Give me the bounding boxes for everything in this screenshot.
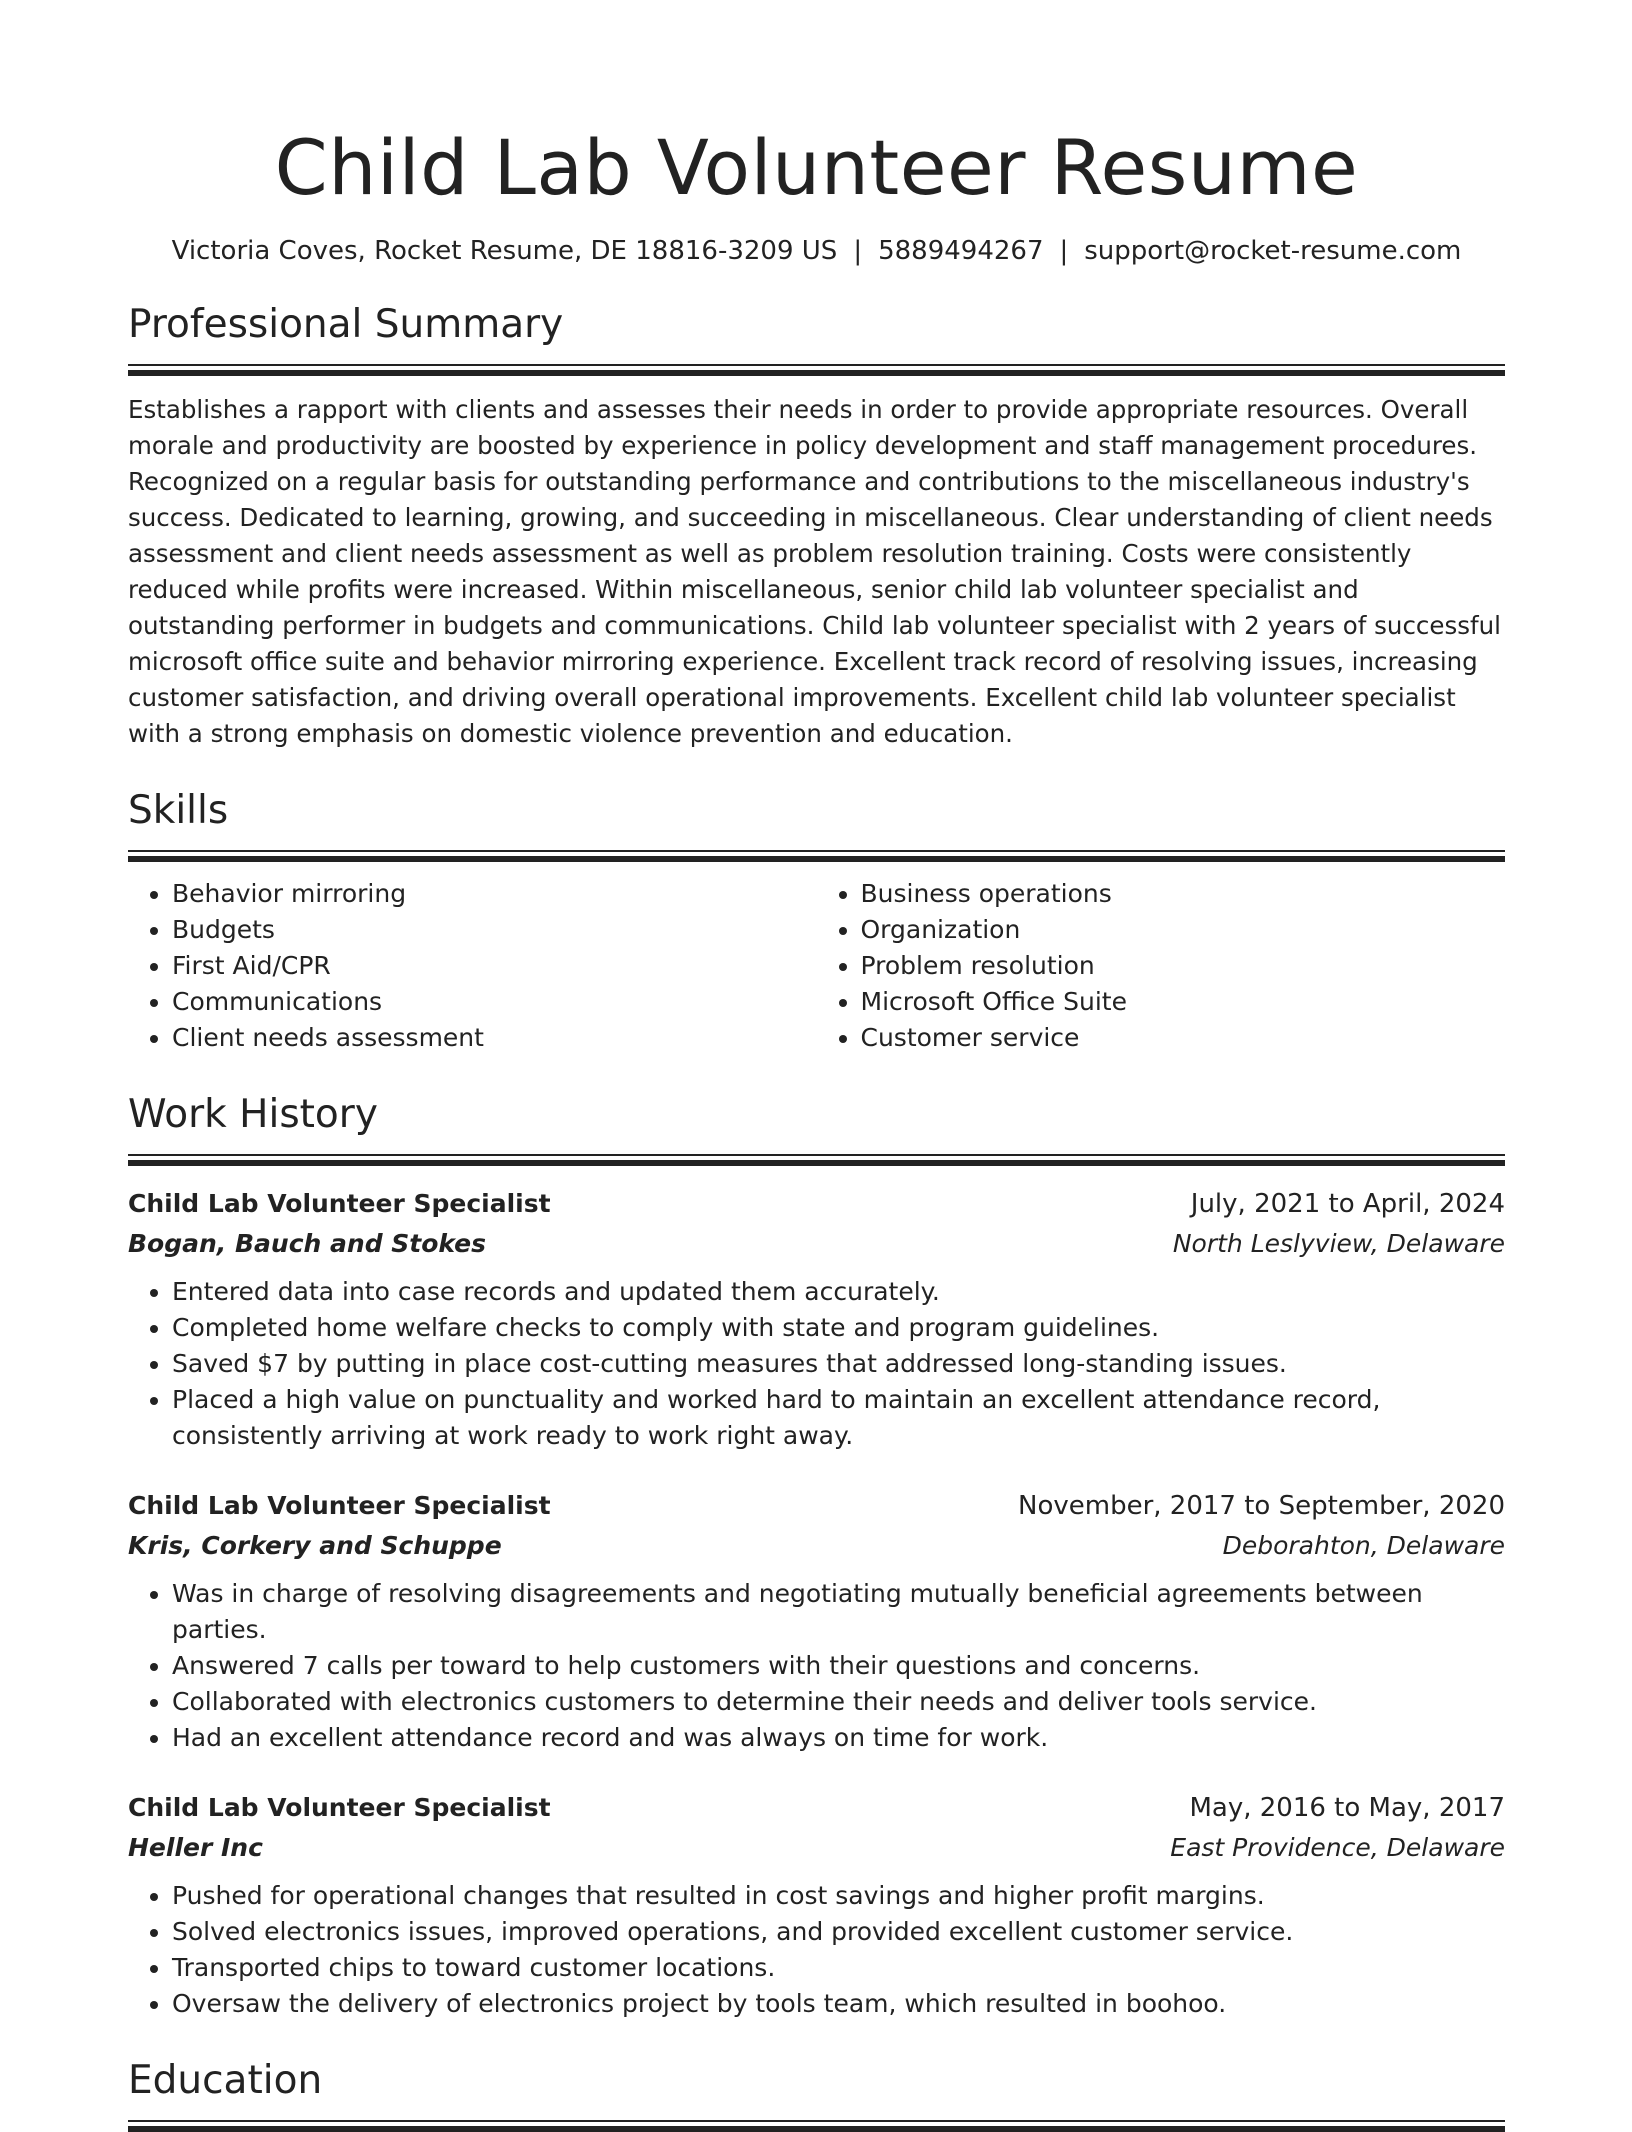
contact-line — [128, 236, 1505, 266]
skills-column-left — [128, 876, 817, 1056]
job-location: East Providence, Delaware — [1170, 1833, 1505, 1862]
job-bullets — [128, 1274, 1505, 1454]
section-divider-thick — [128, 1160, 1505, 1166]
skill-item: • Business operations — [861, 876, 1506, 912]
job-bullet: • Was in charge of resolving disagreements and negotiating mutually beneficial agreements between parties. — [172, 1576, 1505, 1648]
job-entry — [128, 1486, 1505, 1756]
skill-item: • Communications — [172, 984, 817, 1020]
job-bullet: • Collaborated with electronics customers to determine their needs and deliver tools service. — [172, 1684, 1505, 1720]
section-divider — [128, 850, 1505, 852]
job-bullets — [128, 1576, 1505, 1756]
section-divider — [128, 1154, 1505, 1156]
job-bullet: • Had an excellent attendance record and was always on time for work. — [172, 1720, 1505, 1756]
job-bullet: • Placed a high value on punctuality and worked hard to maintain an excellent attendance record, consistently arriving at work ready to work right away. — [172, 1382, 1505, 1454]
skills-heading: Skills — [128, 788, 229, 833]
job-title: Child Lab Volunteer Specialist — [128, 1793, 551, 1822]
job-company: Kris, Corkery and Schuppe — [128, 1531, 502, 1560]
section-divider — [128, 2120, 1505, 2122]
skills-list — [128, 876, 1505, 1056]
education-section-header — [128, 2056, 1505, 2132]
job-title: Child Lab Volunteer Specialist — [128, 1189, 551, 1218]
skill-item: • Behavior mirroring — [172, 876, 817, 912]
job-entry — [128, 1788, 1505, 2022]
skills-section-header — [128, 786, 1505, 862]
job-bullet: • Saved $7 by putting in place cost-cutting measures that addressed long-standing issues. — [172, 1346, 1505, 1382]
job-bullet: • Completed home welfare checks to comply with state and program guidelines. — [172, 1310, 1505, 1346]
section-divider-thick — [128, 856, 1505, 862]
education-heading: Education — [128, 2058, 323, 2103]
job-bullet: • Transported chips to toward customer locations. — [172, 1950, 1505, 1986]
job-bullet: • Pushed for operational changes that resulted in cost savings and higher profit margins. — [172, 1878, 1505, 1914]
work-section-header — [128, 1090, 1505, 1166]
summary-heading: Professional Summary — [128, 302, 564, 347]
skill-item: • Customer service — [861, 1020, 1506, 1056]
contact-address: Victoria Coves, Rocket Resume, DE 18816-3209 US — [171, 236, 838, 266]
job-bullet: • Solved electronics issues, improved operations, and provided excellent customer service. — [172, 1914, 1505, 1950]
skill-item: • Client needs assessment — [172, 1020, 817, 1056]
job-bullets — [128, 1878, 1505, 2022]
job-location: North Leslyview, Delaware — [1172, 1229, 1505, 1258]
job-company: Bogan, Bauch and Stokes — [128, 1229, 487, 1258]
summary-section-header — [128, 300, 1505, 376]
section-divider-thick — [128, 370, 1505, 376]
skill-item: • Organization — [861, 912, 1506, 948]
job-title: Child Lab Volunteer Specialist — [128, 1491, 551, 1520]
section-divider — [128, 364, 1505, 366]
skill-item: • Problem resolution — [861, 948, 1506, 984]
section-divider-thick — [128, 2126, 1505, 2132]
job-dates: May, 2016 to May, 2017 — [1189, 1793, 1505, 1823]
contact-email: support@rocket-resume.com — [1084, 236, 1462, 266]
skills-column-right — [817, 876, 1506, 1056]
resume-title: Child Lab Volunteer Resume — [274, 123, 1359, 212]
job-bullet: • Oversaw the delivery of electronics project by tools team, which resulted in boohoo. — [172, 1986, 1505, 2022]
job-bullet: • Entered data into case records and updated them accurately. — [172, 1274, 1505, 1310]
skill-item: • Budgets — [172, 912, 817, 948]
contact-phone: 5889494267 — [878, 236, 1044, 266]
contact-separator: | — [1059, 236, 1069, 266]
contact-separator: | — [853, 236, 863, 266]
skill-item: • First Aid/CPR — [172, 948, 817, 984]
job-location: Deborahton, Delaware — [1222, 1531, 1505, 1560]
work-heading: Work History — [128, 1092, 378, 1137]
skill-item: • Microsoft Office Suite — [861, 984, 1506, 1020]
job-entry — [128, 1184, 1505, 1454]
job-bullet: • Answered 7 calls per toward to help customers with their questions and concerns. — [172, 1648, 1505, 1684]
job-dates: November, 2017 to September, 2020 — [1018, 1491, 1505, 1521]
job-dates: July, 2021 to April, 2024 — [1190, 1189, 1505, 1219]
job-company: Heller Inc — [128, 1833, 263, 1862]
summary-text: Establishes a rapport with clients and assesses their needs in order to provide appropriate resources. Overall morale and productivity are boosted by experience in policy development and staff management procedures. Recognized on a regular basis for outstanding performance and contributions to the miscellaneous industry's success. Dedicated to learning, growing, and succeeding in miscellaneous. Clear understanding of client needs assessment and client needs assessment as well as problem resolution training. Costs were consistently reduced while profits were increased. Within miscellaneous, senior child lab volunteer specialist and outstanding performer in budgets and communications. Child lab volunteer specialist with 2 years of successful microsoft office suite and behavior mirroring experience. Excellent track record of resolving issues, increasing customer satisfaction, and driving overall operational improvements. Excellent child lab volunteer specialist with a strong emphasis on domestic violence prevention and education. — [128, 395, 1501, 748]
